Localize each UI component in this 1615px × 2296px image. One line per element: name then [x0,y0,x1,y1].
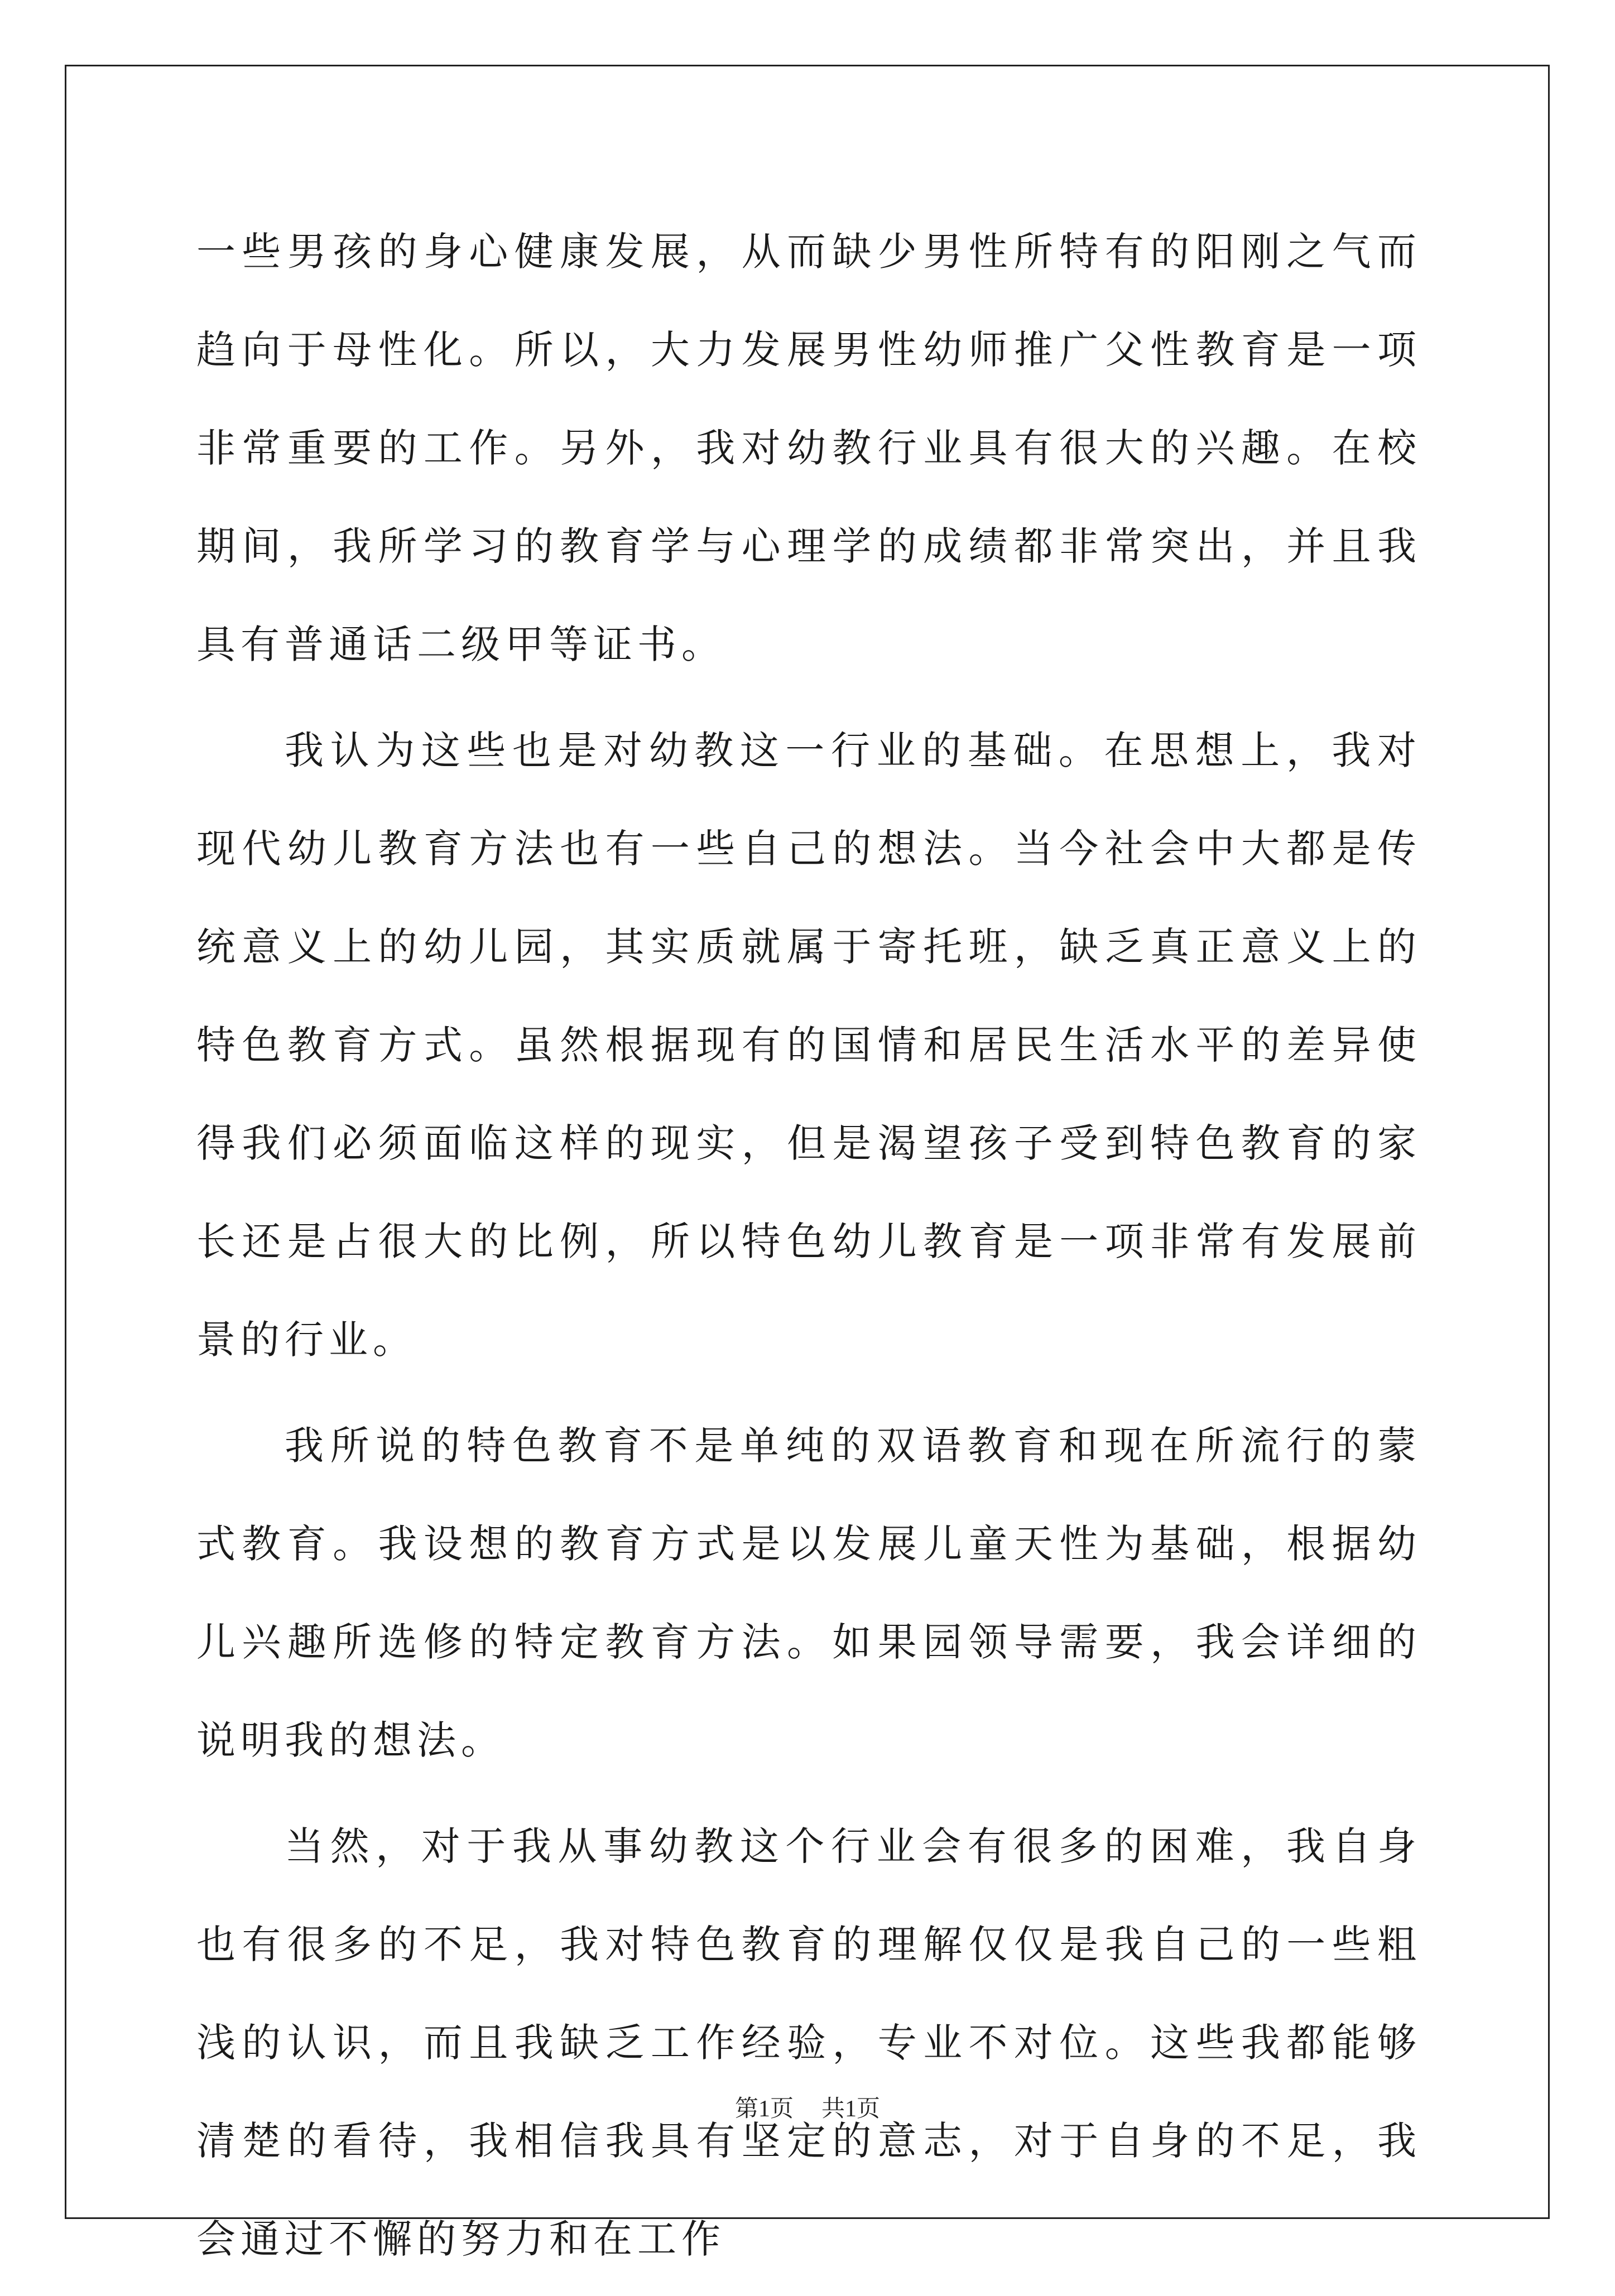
paragraph-1: 一些男孩的身心健康发展，从而缺少男性所特有的阳刚之气而趋向于母性化。所以，大力发展男性幼师推广父性教育是一项非常重要的工作。另外，我对幼教行业具有很大的兴趣。在校期间，我所学习的教育学与心理学的成绩都非常突出，并且我具有普通话二级甲等证书。 [196,229,1421,667]
paragraph-4: 当然，对于我从事幼教这个行业会有很多的困难，我自身也有很多的不足，我对特色教育的理解仅仅是我自己的一些粗浅的认识，而且我缺乏工作经验，专业不对位。这些我都能够清楚的看待，我相信我具有坚定的意志，对于自身的不足，我会通过不懈的努力和在工作 [196,1823,1421,2262]
page-total: 共1页 [821,2096,881,2122]
page-number: 第1页 [734,2096,794,2122]
paragraph-3: 我所说的特色教育不是单纯的双语教育和现在所流行的蒙式教育。我设想的教育方式是以发展儿童天性为基础，根据幼儿兴趣所选修的特定教育方法。如果园领导需要，我会详细的说明我的想法。 [196,1423,1421,1763]
page-footer [0,2092,1615,2126]
paragraph-2: 我认为这些也是对幼教这一行业的基础。在思想上，我对现代幼儿教育方法也有一些自己的想法。当今社会中大都是传统意义上的幼儿园，其实质就属于寄托班，缺乏真正意义上的特色教育方式。虽然根据现有的国情和居民生活水平的差异使得我们必须面临这样的现实，但是渴望孩子受到特色教育的家长还是占很大的比例，所以特色幼儿教育是一项非常有发展前景的行业。 [196,728,1421,1363]
document-body [196,203,1421,2296]
